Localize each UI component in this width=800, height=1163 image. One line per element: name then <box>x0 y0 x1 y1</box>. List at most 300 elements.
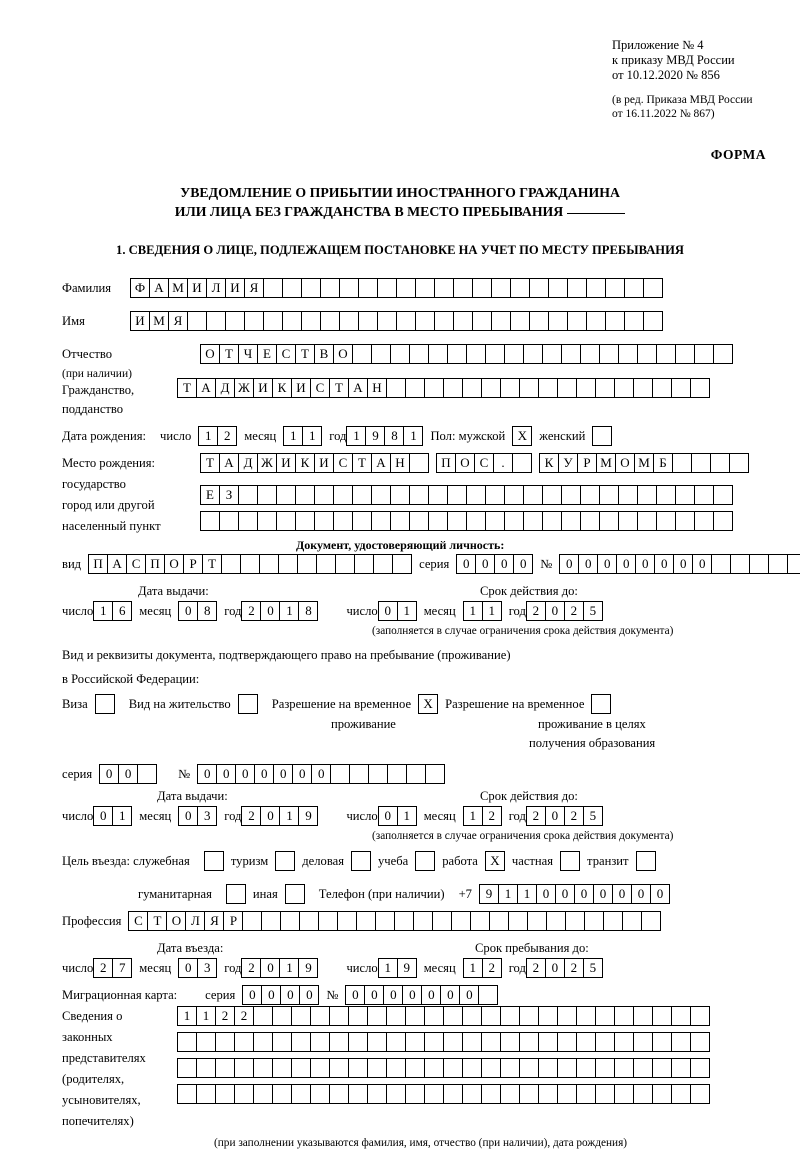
char-cell[interactable]: Т <box>200 453 220 473</box>
char-cell[interactable] <box>538 1058 558 1078</box>
char-cell[interactable]: 1 <box>397 601 417 621</box>
char-cell[interactable]: Е <box>257 344 277 364</box>
char-cell[interactable]: 9 <box>298 958 318 978</box>
char-cell[interactable] <box>527 911 547 931</box>
patronymic-cells[interactable] <box>200 344 733 364</box>
char-cell[interactable] <box>595 1058 615 1078</box>
char-cell[interactable] <box>451 911 471 931</box>
char-cell[interactable]: 0 <box>261 985 281 1005</box>
char-cell[interactable] <box>542 485 562 505</box>
char-cell[interactable]: 1 <box>463 601 483 621</box>
char-cell[interactable]: Л <box>206 278 226 298</box>
char-cell[interactable] <box>624 311 644 331</box>
char-cell[interactable]: О <box>164 554 184 574</box>
char-cell[interactable] <box>710 453 730 473</box>
identity-valid-year-cells[interactable] <box>526 601 603 621</box>
char-cell[interactable]: Е <box>200 485 220 505</box>
patronymic-boxes[interactable] <box>200 344 733 364</box>
char-cell[interactable] <box>348 1006 368 1026</box>
char-cell[interactable] <box>529 278 549 298</box>
char-cell[interactable]: И <box>225 278 245 298</box>
char-cell[interactable] <box>576 1032 596 1052</box>
char-cell[interactable] <box>242 911 262 931</box>
reps-row-3[interactable] <box>177 1058 710 1078</box>
purpose-row-2[interactable] <box>138 884 670 904</box>
char-cell[interactable] <box>310 1032 330 1052</box>
char-cell[interactable]: О <box>615 453 635 473</box>
char-cell[interactable] <box>500 378 520 398</box>
char-cell[interactable] <box>690 1058 710 1078</box>
char-cell[interactable] <box>447 344 467 364</box>
char-cell[interactable]: 0 <box>440 985 460 1005</box>
reps-row-2[interactable] <box>177 1032 710 1052</box>
char-cell[interactable] <box>215 1032 235 1052</box>
char-cell[interactable] <box>462 378 482 398</box>
char-cell[interactable] <box>329 1058 349 1078</box>
char-cell[interactable] <box>481 1058 501 1078</box>
char-cell[interactable] <box>337 911 357 931</box>
char-cell[interactable]: 0 <box>383 985 403 1005</box>
purpose-business-checkbox[interactable] <box>351 851 371 871</box>
sex-female-checkbox[interactable] <box>592 426 612 446</box>
char-cell[interactable] <box>561 511 581 531</box>
char-cell[interactable] <box>491 278 511 298</box>
identity-dates-row[interactable] <box>62 601 603 621</box>
char-cell[interactable]: О <box>166 911 186 931</box>
char-cell[interactable]: 9 <box>397 958 417 978</box>
char-cell[interactable] <box>443 1006 463 1026</box>
char-cell[interactable] <box>443 1032 463 1052</box>
char-cell[interactable]: А <box>149 278 169 298</box>
char-cell[interactable] <box>605 311 625 331</box>
char-cell[interactable] <box>690 1006 710 1026</box>
char-cell[interactable] <box>137 764 157 784</box>
entry-month-cells[interactable] <box>178 958 217 978</box>
char-cell[interactable]: К <box>295 453 315 473</box>
char-cell[interactable]: Р <box>183 554 203 574</box>
char-cell[interactable] <box>428 344 448 364</box>
char-cell[interactable]: Р <box>577 453 597 473</box>
char-cell[interactable] <box>310 1006 330 1026</box>
char-cell[interactable] <box>643 278 663 298</box>
char-cell[interactable] <box>386 378 406 398</box>
char-cell[interactable]: 2 <box>234 1006 254 1026</box>
char-cell[interactable] <box>462 1006 482 1026</box>
char-cell[interactable]: 0 <box>260 806 280 826</box>
char-cell[interactable]: А <box>219 453 239 473</box>
char-cell[interactable] <box>675 344 695 364</box>
char-cell[interactable]: 0 <box>692 554 712 574</box>
char-cell[interactable] <box>671 1006 691 1026</box>
char-cell[interactable]: 1 <box>482 601 502 621</box>
char-cell[interactable] <box>787 554 800 574</box>
purpose-service-checkbox[interactable] <box>204 851 224 871</box>
char-cell[interactable] <box>512 453 532 473</box>
char-cell[interactable] <box>586 311 606 331</box>
char-cell[interactable] <box>523 344 543 364</box>
residence-permit-checkbox[interactable] <box>238 694 258 714</box>
char-cell[interactable] <box>508 911 528 931</box>
purpose-other-checkbox[interactable] <box>285 884 305 904</box>
char-cell[interactable] <box>519 1084 539 1104</box>
char-cell[interactable] <box>238 511 258 531</box>
char-cell[interactable] <box>624 278 644 298</box>
char-cell[interactable] <box>367 1006 387 1026</box>
char-cell[interactable] <box>424 1058 444 1078</box>
char-cell[interactable] <box>177 1084 197 1104</box>
char-cell[interactable]: К <box>539 453 559 473</box>
birth-year-cells[interactable] <box>346 426 423 446</box>
char-cell[interactable] <box>282 278 302 298</box>
char-cell[interactable] <box>409 453 429 473</box>
char-cell[interactable]: 2 <box>564 958 584 978</box>
reps-row-1[interactable] <box>177 1006 710 1026</box>
identity-doc-type-cells[interactable] <box>88 554 412 574</box>
char-cell[interactable] <box>671 1058 691 1078</box>
char-cell[interactable] <box>538 378 558 398</box>
char-cell[interactable] <box>443 1084 463 1104</box>
char-cell[interactable] <box>557 1084 577 1104</box>
char-cell[interactable]: 0 <box>545 958 565 978</box>
birthplace-settlement-cells[interactable] <box>539 453 749 473</box>
char-cell[interactable] <box>377 278 397 298</box>
char-cell[interactable] <box>291 1084 311 1104</box>
char-cell[interactable] <box>318 911 338 931</box>
char-cell[interactable] <box>272 1006 292 1026</box>
birth-day-cells[interactable] <box>198 426 237 446</box>
char-cell[interactable] <box>542 344 562 364</box>
char-cell[interactable] <box>713 344 733 364</box>
char-cell[interactable] <box>580 485 600 505</box>
char-cell[interactable]: Т <box>352 453 372 473</box>
char-cell[interactable] <box>504 344 524 364</box>
purpose-transit-checkbox[interactable] <box>636 851 656 871</box>
char-cell[interactable] <box>584 911 604 931</box>
char-cell[interactable]: 2 <box>241 806 261 826</box>
char-cell[interactable] <box>329 1032 349 1052</box>
stay-doc-number-row[interactable] <box>62 764 445 784</box>
char-cell[interactable]: 0 <box>555 884 575 904</box>
char-cell[interactable] <box>349 764 369 784</box>
char-cell[interactable] <box>373 554 393 574</box>
char-cell[interactable]: 1 <box>403 426 423 446</box>
char-cell[interactable]: П <box>436 453 456 473</box>
char-cell[interactable] <box>386 1006 406 1026</box>
char-cell[interactable]: 5 <box>583 806 603 826</box>
char-cell[interactable]: О <box>455 453 475 473</box>
char-cell[interactable] <box>595 1006 615 1026</box>
char-cell[interactable] <box>409 344 429 364</box>
char-cell[interactable] <box>580 344 600 364</box>
char-cell[interactable]: 2 <box>526 958 546 978</box>
char-cell[interactable] <box>675 485 695 505</box>
identity-valid-day-cells[interactable] <box>378 601 417 621</box>
char-cell[interactable] <box>278 554 298 574</box>
char-cell[interactable]: И <box>291 378 311 398</box>
char-cell[interactable] <box>234 1058 254 1078</box>
char-cell[interactable]: Т <box>295 344 315 364</box>
char-cell[interactable]: С <box>310 378 330 398</box>
birthplace-row-3[interactable] <box>200 511 733 531</box>
char-cell[interactable] <box>428 511 448 531</box>
char-cell[interactable] <box>424 1084 444 1104</box>
char-cell[interactable] <box>272 1058 292 1078</box>
char-cell[interactable] <box>730 554 750 574</box>
char-cell[interactable] <box>415 278 435 298</box>
char-cell[interactable] <box>434 311 454 331</box>
char-cell[interactable] <box>310 1084 330 1104</box>
char-cell[interactable] <box>652 1006 672 1026</box>
char-cell[interactable] <box>387 764 407 784</box>
char-cell[interactable] <box>234 1084 254 1104</box>
char-cell[interactable] <box>219 511 239 531</box>
char-cell[interactable] <box>675 511 695 531</box>
char-cell[interactable]: З <box>219 485 239 505</box>
char-cell[interactable] <box>622 911 642 931</box>
char-cell[interactable] <box>234 1032 254 1052</box>
char-cell[interactable] <box>352 344 372 364</box>
char-cell[interactable] <box>656 485 676 505</box>
char-cell[interactable] <box>291 1032 311 1052</box>
char-cell[interactable] <box>354 554 374 574</box>
char-cell[interactable] <box>595 1084 615 1104</box>
char-cell[interactable] <box>713 511 733 531</box>
temp-residence-checkbox[interactable]: X <box>418 694 438 714</box>
birthplace-row2-cells[interactable] <box>200 485 733 505</box>
char-cell[interactable]: К <box>272 378 292 398</box>
char-cell[interactable] <box>690 378 710 398</box>
char-cell[interactable] <box>409 511 429 531</box>
char-cell[interactable] <box>538 1032 558 1052</box>
char-cell[interactable] <box>335 554 355 574</box>
char-cell[interactable] <box>637 344 657 364</box>
char-cell[interactable] <box>386 1032 406 1052</box>
char-cell[interactable]: А <box>107 554 127 574</box>
stay-until-year-cells[interactable] <box>526 958 603 978</box>
char-cell[interactable]: 0 <box>574 884 594 904</box>
char-cell[interactable]: 0 <box>260 601 280 621</box>
char-cell[interactable]: 0 <box>345 985 365 1005</box>
char-cell[interactable] <box>542 511 562 531</box>
char-cell[interactable]: 5 <box>583 601 603 621</box>
reps-row4-cells[interactable] <box>177 1084 710 1104</box>
char-cell[interactable] <box>368 764 388 784</box>
char-cell[interactable]: 0 <box>456 554 476 574</box>
char-cell[interactable] <box>599 485 619 505</box>
char-cell[interactable]: П <box>88 554 108 574</box>
char-cell[interactable]: 0 <box>593 884 613 904</box>
char-cell[interactable]: О <box>200 344 220 364</box>
char-cell[interactable]: Н <box>367 378 387 398</box>
char-cell[interactable]: 0 <box>378 601 398 621</box>
char-cell[interactable] <box>295 511 315 531</box>
char-cell[interactable] <box>652 378 672 398</box>
char-cell[interactable] <box>276 485 296 505</box>
char-cell[interactable]: А <box>196 378 216 398</box>
char-cell[interactable] <box>453 311 473 331</box>
char-cell[interactable] <box>348 1084 368 1104</box>
stay-issue-day-cells[interactable] <box>93 806 132 826</box>
char-cell[interactable] <box>253 1084 273 1104</box>
char-cell[interactable] <box>367 1032 387 1052</box>
char-cell[interactable] <box>314 511 334 531</box>
char-cell[interactable]: 0 <box>536 884 556 904</box>
char-cell[interactable] <box>301 311 321 331</box>
char-cell[interactable]: Ж <box>257 453 277 473</box>
char-cell[interactable] <box>390 511 410 531</box>
char-cell[interactable] <box>749 554 769 574</box>
char-cell[interactable] <box>299 911 319 931</box>
char-cell[interactable] <box>557 1058 577 1078</box>
char-cell[interactable] <box>529 311 549 331</box>
char-cell[interactable]: С <box>276 344 296 364</box>
char-cell[interactable] <box>352 511 372 531</box>
reps-row2-cells[interactable] <box>177 1032 710 1052</box>
stay-valid-month-cells[interactable] <box>463 806 502 826</box>
char-cell[interactable] <box>637 511 657 531</box>
char-cell[interactable] <box>291 1058 311 1078</box>
entry-dates-row[interactable] <box>62 958 603 978</box>
sex-male-checkbox[interactable]: X <box>512 426 532 446</box>
char-cell[interactable] <box>481 378 501 398</box>
char-cell[interactable]: Б <box>653 453 673 473</box>
name-boxes[interactable] <box>130 311 663 331</box>
char-cell[interactable] <box>466 344 486 364</box>
char-cell[interactable]: М <box>634 453 654 473</box>
char-cell[interactable] <box>500 1084 520 1104</box>
char-cell[interactable]: 2 <box>241 601 261 621</box>
char-cell[interactable]: И <box>276 453 296 473</box>
char-cell[interactable] <box>510 278 530 298</box>
char-cell[interactable] <box>618 511 638 531</box>
char-cell[interactable]: 0 <box>402 985 422 1005</box>
char-cell[interactable] <box>375 911 395 931</box>
char-cell[interactable]: 1 <box>283 426 303 446</box>
migration-card-number-cells[interactable] <box>345 985 498 1005</box>
edu-residence-checkbox[interactable] <box>591 694 611 714</box>
char-cell[interactable] <box>729 453 749 473</box>
char-cell[interactable] <box>576 1006 596 1026</box>
char-cell[interactable] <box>238 485 258 505</box>
char-cell[interactable] <box>253 1032 273 1052</box>
stay-valid-day-cells[interactable] <box>378 806 417 826</box>
char-cell[interactable] <box>633 1084 653 1104</box>
char-cell[interactable] <box>504 511 524 531</box>
char-cell[interactable] <box>206 311 226 331</box>
char-cell[interactable]: 1 <box>498 884 518 904</box>
char-cell[interactable]: 0 <box>635 554 655 574</box>
char-cell[interactable] <box>297 554 317 574</box>
char-cell[interactable] <box>466 485 486 505</box>
stay-issue-year-cells[interactable] <box>241 806 318 826</box>
char-cell[interactable]: 1 <box>517 884 537 904</box>
char-cell[interactable]: С <box>128 911 148 931</box>
char-cell[interactable] <box>656 511 676 531</box>
char-cell[interactable] <box>424 378 444 398</box>
surname-boxes[interactable] <box>130 278 663 298</box>
char-cell[interactable] <box>652 1084 672 1104</box>
char-cell[interactable] <box>310 1058 330 1078</box>
char-cell[interactable]: А <box>371 453 391 473</box>
char-cell[interactable] <box>329 1084 349 1104</box>
char-cell[interactable] <box>200 511 220 531</box>
char-cell[interactable] <box>371 344 391 364</box>
char-cell[interactable]: Д <box>238 453 258 473</box>
entry-day-cells[interactable] <box>93 958 132 978</box>
char-cell[interactable] <box>671 1032 691 1052</box>
char-cell[interactable] <box>672 453 692 473</box>
char-cell[interactable] <box>485 511 505 531</box>
char-cell[interactable]: 0 <box>178 806 198 826</box>
char-cell[interactable] <box>567 278 587 298</box>
identity-issue-day-cells[interactable] <box>93 601 132 621</box>
char-cell[interactable] <box>576 1058 596 1078</box>
char-cell[interactable] <box>405 1084 425 1104</box>
char-cell[interactable] <box>633 1006 653 1026</box>
char-cell[interactable] <box>470 911 490 931</box>
char-cell[interactable]: 7 <box>112 958 132 978</box>
char-cell[interactable]: Я <box>204 911 224 931</box>
char-cell[interactable] <box>614 1006 634 1026</box>
char-cell[interactable] <box>396 278 416 298</box>
char-cell[interactable]: 1 <box>378 958 398 978</box>
char-cell[interactable]: 2 <box>217 426 237 446</box>
char-cell[interactable] <box>371 511 391 531</box>
char-cell[interactable]: Д <box>215 378 235 398</box>
char-cell[interactable] <box>386 1084 406 1104</box>
char-cell[interactable] <box>425 764 445 784</box>
char-cell[interactable]: 1 <box>93 601 113 621</box>
char-cell[interactable] <box>580 511 600 531</box>
char-cell[interactable]: 9 <box>298 806 318 826</box>
char-cell[interactable] <box>263 278 283 298</box>
char-cell[interactable] <box>367 1084 387 1104</box>
char-cell[interactable] <box>694 344 714 364</box>
char-cell[interactable]: 0 <box>597 554 617 574</box>
char-cell[interactable] <box>691 453 711 473</box>
char-cell[interactable]: 9 <box>479 884 499 904</box>
char-cell[interactable] <box>576 1084 596 1104</box>
char-cell[interactable] <box>652 1058 672 1078</box>
birthplace-row3-cells[interactable] <box>200 511 733 531</box>
char-cell[interactable] <box>466 511 486 531</box>
char-cell[interactable]: Ф <box>130 278 150 298</box>
birthplace-settlement-type-cells[interactable] <box>436 453 532 473</box>
char-cell[interactable] <box>352 485 372 505</box>
char-cell[interactable]: 0 <box>235 764 255 784</box>
stay-doc-number-cells[interactable] <box>197 764 445 784</box>
char-cell[interactable] <box>641 911 661 931</box>
char-cell[interactable] <box>538 1006 558 1026</box>
char-cell[interactable] <box>690 1084 710 1104</box>
char-cell[interactable] <box>253 1058 273 1078</box>
char-cell[interactable] <box>386 1058 406 1078</box>
char-cell[interactable]: 0 <box>93 806 113 826</box>
char-cell[interactable]: 1 <box>279 806 299 826</box>
char-cell[interactable]: 2 <box>241 958 261 978</box>
char-cell[interactable]: Ч <box>238 344 258 364</box>
char-cell[interactable]: 1 <box>302 426 322 446</box>
char-cell[interactable]: Т <box>219 344 239 364</box>
char-cell[interactable] <box>538 1084 558 1104</box>
char-cell[interactable] <box>633 1058 653 1078</box>
char-cell[interactable] <box>595 378 615 398</box>
char-cell[interactable]: . <box>493 453 513 473</box>
birthplace-row-2[interactable] <box>200 485 733 505</box>
char-cell[interactable] <box>272 1084 292 1104</box>
char-cell[interactable] <box>603 911 623 931</box>
char-cell[interactable] <box>462 1032 482 1052</box>
